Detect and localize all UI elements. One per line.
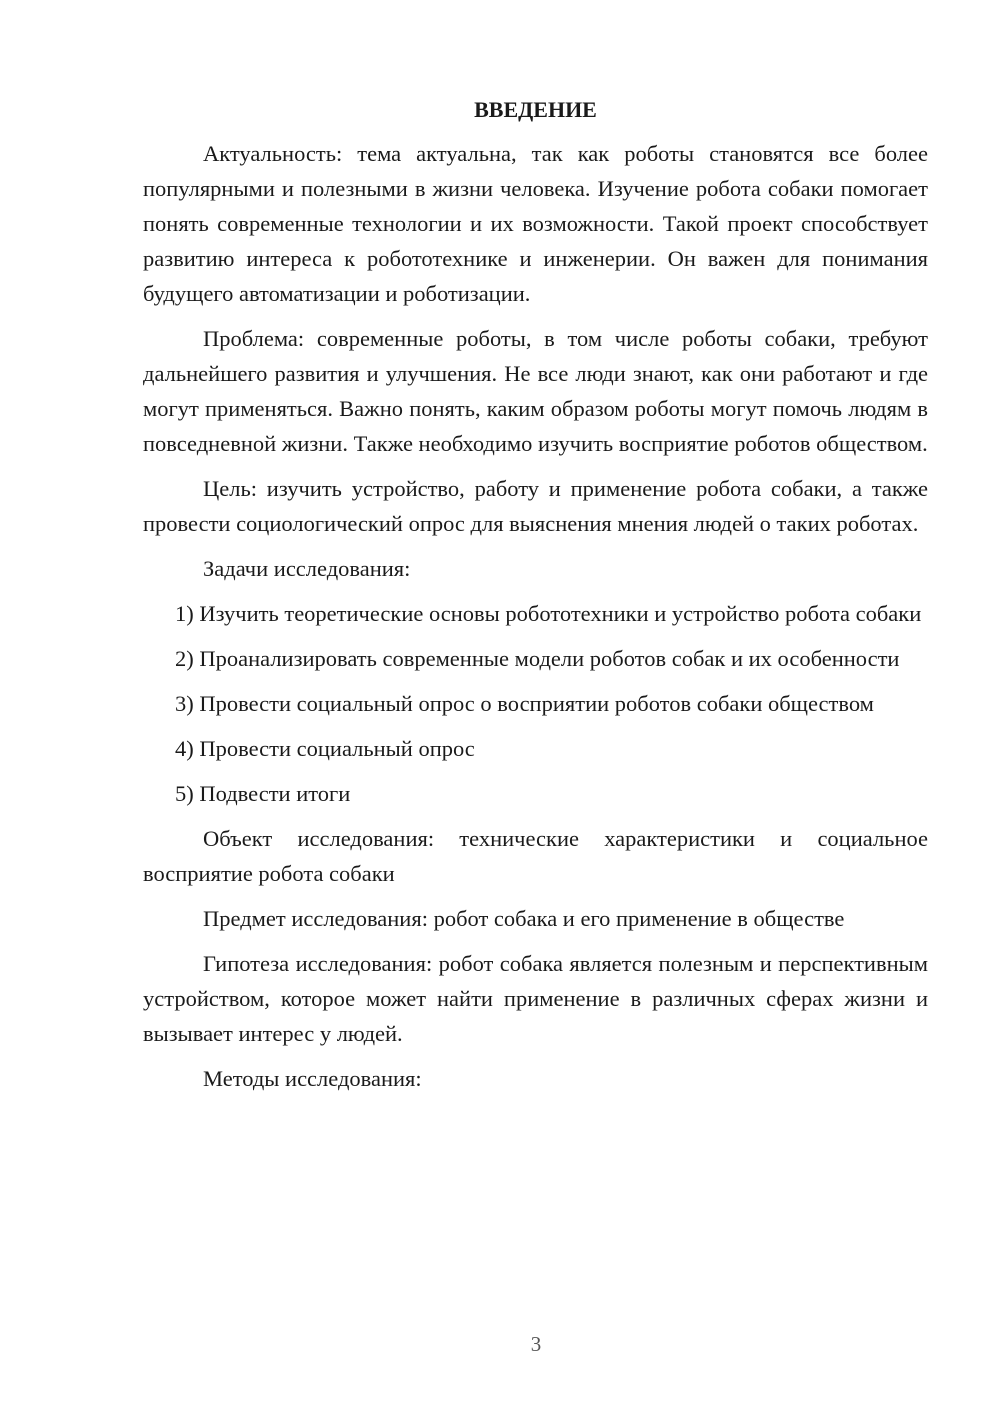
paragraph-relevance: Актуальность: тема актуальна, так как роботы становятся все более популярными и полезными в жизни человека. Изучение робота собаки помогает понять современные технологии и их возможности. Такой проект способствует развитию интереса к робототехнике и инженерии. Он важен для понимания будущего автоматизации и роботизации. (143, 141, 928, 306)
page-title: ВВЕДЕНИЕ (474, 97, 597, 122)
paragraph-object: Объект исследования: технические характеристики и социальное восприятие робота собаки (143, 826, 928, 886)
document-page (143, 94, 928, 1096)
paragraph-methods: Методы исследования: (203, 1066, 422, 1091)
page-number: 3 (530, 1332, 542, 1356)
paragraph-problem: Проблема: современные роботы, в том числе роботы собаки, требуют дальнейшего развития и улучшения. Не все люди знают, как они работают и где могут применяться. Важно понять, каким образом роботы могут помочь людям в повседневной жизни. Также необходимо изучить восприятие роботов обществом. (143, 326, 928, 456)
task-item-5: 5) Подвести итоги (175, 781, 351, 806)
paragraph-tasks-heading: Задачи исследования: (203, 556, 411, 581)
task-item-3: 3) Провести социальный опрос о восприятии роботов собаки обществом (175, 691, 874, 716)
paragraph-subject: Предмет исследования: робот собака и его применение в обществе (203, 906, 845, 931)
task-item-4: 4) Провести социальный опрос (175, 736, 475, 761)
paragraph-hypothesis: Гипотеза исследования: робот собака является полезным и перспективным устройством, которое может найти применение в различных сферах жизни и вызывает интерес у людей. (143, 951, 928, 1046)
task-item-1: 1) Изучить теоретические основы робототехники и устройство робота собаки (175, 601, 922, 626)
paragraph-goal: Цель: изучить устройство, работу и применение робота собаки, а также провести социологический опрос для выяснения мнения людей о таких роботах. (143, 476, 928, 536)
task-item-2: 2) Проанализировать современные модели роботов собак и их особенности (175, 646, 900, 671)
